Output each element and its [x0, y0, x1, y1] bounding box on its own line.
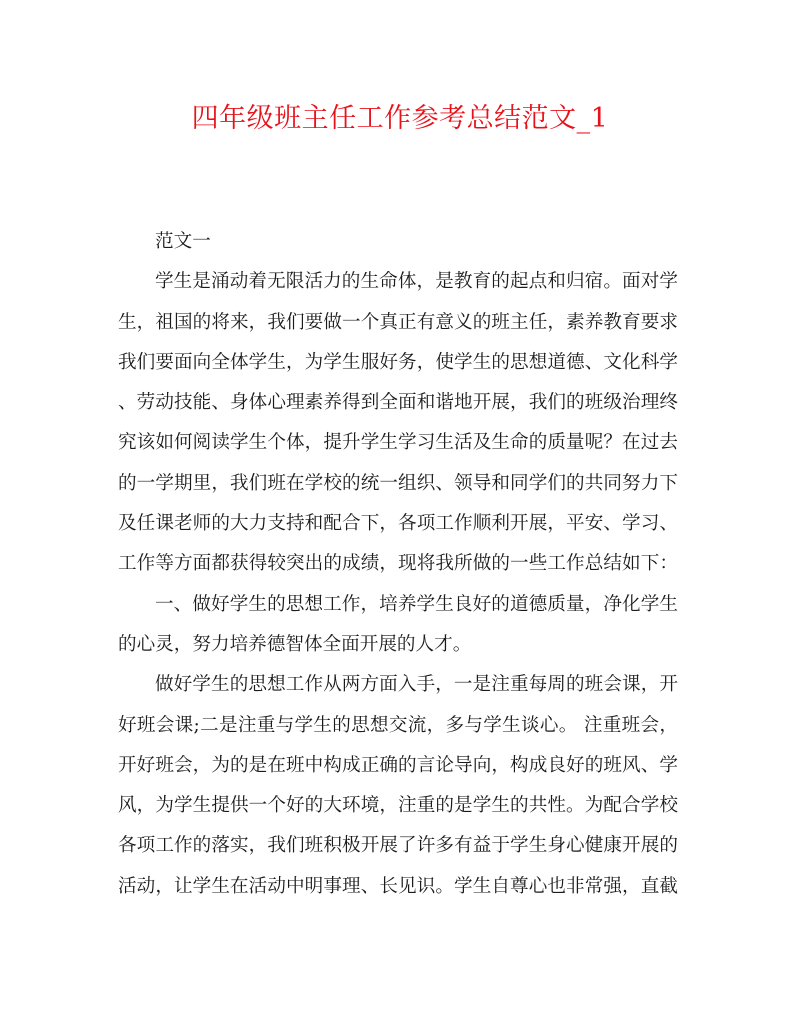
heading-text: 范文一 [155, 231, 211, 252]
paragraph-line: 活动，让学生在活动中明事理、长见识。学生自尊心也非常强，直截 [118, 875, 678, 897]
paragraph-line: 及任课老师的大力支持和配合下，各项工作顺利开展，平安、学习、 [118, 513, 678, 535]
paragraph-line: 究该如何阅读学生个体，提升学生学习生活及生命的质量呢？在过去 [118, 432, 678, 454]
paragraph-line: 工作等方面都获得较突出的成绩，现将我所做的一些工作总结如下： [118, 553, 678, 575]
paragraph-line: 的心灵，努力培养德智体全面开展的人才。 [118, 633, 472, 655]
paragraph-line: 、劳动技能、身体心理素养得到全面和谐地开展，我们的班级治理终 [118, 392, 678, 414]
section-heading [118, 222, 678, 262]
paragraph-line: 生，祖国的将来，我们要做一个真正有意义的班主任，素养教育要求 [118, 311, 678, 333]
paragraph-2 [118, 585, 678, 666]
paragraph-line: 好班会课;二是注重与学生的思想交流，多与学生谈心。 注重班会， [118, 714, 678, 736]
document-title: 四年级班主任工作参考总结范文_1 [191, 103, 609, 134]
document-body [118, 222, 678, 907]
paragraph-line: 做好学生的思想工作从两方面入手，一是注重每周的班会课，开 [155, 674, 678, 696]
paragraph-line: 开好班会，为的是在班中构成正确的言论导向，构成良好的班风、学 [118, 754, 678, 776]
paragraph-3 [118, 665, 678, 907]
paragraph-line: 一、做好学生的思想工作，培养学生良好的道德质量，净化学生 [155, 593, 678, 615]
paragraph-line: 的一学期里，我们班在学校的统一组织、领导和同学们的共同努力下 [118, 472, 678, 494]
paragraph-line: 风，为学生提供一个好的大环境，注重的是学生的共性。为配合学校 [118, 795, 678, 817]
paragraph-line: 学生是涌动着无限活力的生命体，是教育的起点和归宿。面对学 [155, 271, 678, 293]
paragraph-line: 各项工作的落实，我们班积极开展了许多有益于学生身心健康开展的 [118, 835, 678, 857]
paragraph-1 [118, 262, 678, 584]
paragraph-line: 我们要面向全体学生，为学生服好务，使学生的思想道德、文化科学 [118, 351, 678, 373]
